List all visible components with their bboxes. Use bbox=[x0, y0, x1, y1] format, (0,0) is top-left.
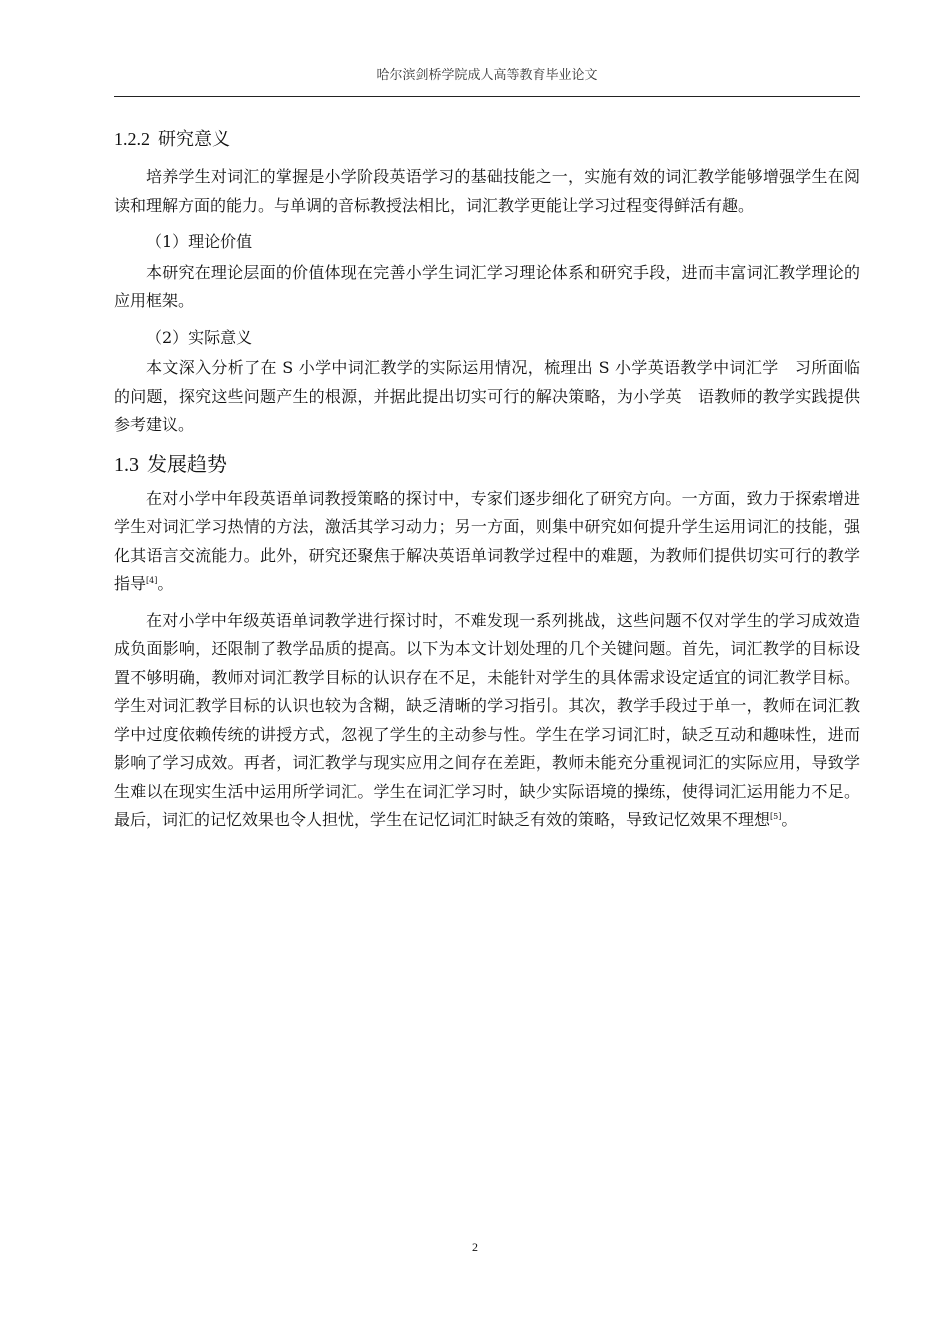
theoretical-value-paragraph: 本研究在理论层面的价值体现在完善小学生词汇学习理论体系和研究手段，进而丰富词汇教学理论的应用框架。 bbox=[114, 262, 860, 310]
paragraph-end: 。 bbox=[781, 810, 798, 829]
page-number: 2 bbox=[472, 1240, 478, 1254]
section-1-3-heading bbox=[114, 448, 860, 481]
section-title: 发展趋势 bbox=[147, 451, 227, 476]
trend-paragraph-1 bbox=[114, 485, 860, 599]
trend-paragraph-2 bbox=[114, 607, 860, 835]
trend-paragraph-1-text: 在对小学中年段英语单词教授策略的探讨中，专家们逐步细化了研究方向。一方面，致力于探索增进学生对词汇学习热情的方法，激活其学习动力；另一方面，则集中研究如何提升学生运用词汇的技能，强化其语言交流能力。此外，研究还聚焦于解决英语单词教学过程中的难题，为教师们提供切实可行的教学指导 bbox=[114, 488, 860, 593]
section-number: 1.2.2 bbox=[114, 129, 150, 149]
item-practical-significance-label: （2）实际意义 bbox=[146, 327, 253, 347]
citation-4: [4] bbox=[146, 576, 158, 585]
page-body bbox=[114, 124, 860, 843]
section-title: 研究意义 bbox=[158, 129, 230, 150]
practical-significance-paragraph: 本文深入分析了在 S 小学中词汇教学的实际运用情况，梳理出 S 小学英语教学中词汇学 习所面临的问题，探究这些问题产生的根源，并据此提出切实可行的解决策略，为小学英 语教师的教学实践提供参考建议。 bbox=[114, 358, 860, 434]
citation-5: [5] bbox=[770, 812, 782, 821]
section-number: 1.3 bbox=[114, 453, 139, 476]
paragraph-end: 。 bbox=[157, 574, 174, 593]
intro-paragraph: 培养学生对词汇的掌握是小学阶段英语学习的基础技能之一，实施有效的词汇教学能够增强学生在阅读和理解方面的能力。与单调的音标教授法相比，词汇教学更能让学习过程变得鲜活有趣。 bbox=[114, 167, 860, 215]
header-rule bbox=[114, 96, 860, 97]
section-1-2-2-heading bbox=[114, 124, 860, 155]
item-theoretical-value-label: （1）理论价值 bbox=[146, 232, 253, 251]
trend-paragraph-2-text: 在对小学中年级英语单词教学进行探讨时，不难发现一系列挑战，这些问题不仅对学生的学习成效造成负面影响，还限制了教学品质的提高。以下为本文计划处理的几个关键问题。首先，词汇教学的目标设置不够明确，教师对词汇教学目标的认识存在不足，未能针对学生的具体需求设定适宜的词汇教学目标。学生对词汇教学目标的认识也较为含糊，缺乏清晰的学习指引。其次，教学手段过于单一，教师在词汇教学中过度依赖传统的讲授方式，忽视了学生的主动参与性。学生在学习词汇时，缺乏互动和趣味性，进而影响了学习成效。再者，词汇教学与现实应用之间存在差距，教师未能充分重视词汇的实际应用，导致学生难以在现实生活中运用所学词汇。学生在词汇学习时，缺少实际语境的操练，使得词汇运用能力不足。最后，词汇的记忆效果也令人担忧，学生在记忆词汇时缺乏有效的策略，导致记忆效果不理想 bbox=[114, 610, 860, 829]
page-header: 哈尔滨剑桥学院成人高等教育毕业论文 bbox=[376, 68, 598, 83]
